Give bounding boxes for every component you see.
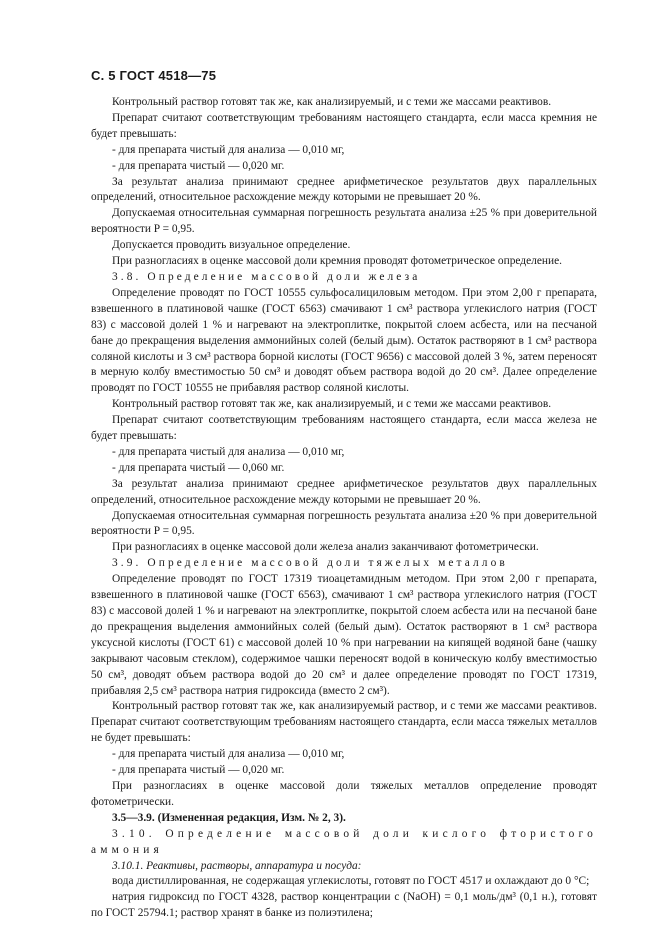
paragraph: При разногласиях в оценке массовой доли тяжелых металлов определение проводят фотометрически. (91, 779, 597, 808)
paragraph: натрия гидроксид по ГОСТ 4328, раствор концентрации c (NaOH) = 0,1 моль/дм³ (0,1 н.), готовят по ГОСТ 25794.1; раствор хранят в банке из полиэтилена; (91, 891, 597, 920)
list-item: - для препарата чистый — 0,060 мг. (112, 461, 285, 474)
paragraph: При разногласиях в оценке массовой доли кремния проводят фотометрическое определение. (112, 255, 562, 268)
list-item: - для препарата чистый — 0,020 мг. (112, 764, 285, 777)
section-heading: 3.8. Определение массовой доли железа (112, 270, 421, 283)
list-item: - для препарата чистый для анализа — 0,010 мг, (112, 445, 345, 458)
section-heading: 3.10. Определение массовой доли кислого фтористого аммония (91, 827, 597, 856)
paragraph: Препарат считают соответствующим требованиям настоящего стандарта, если масса кремния не будет превышать: (91, 111, 597, 140)
subsection-heading: 3.10.1. Реактивы, растворы, аппаратура и посуда: (112, 859, 362, 872)
list-item: - для препарата чистый для анализа — 0,010 мг, (112, 143, 345, 156)
paragraph: Определение проводят по ГОСТ 17319 тиоацетамидным методом. При этом 2,00 г препарата, взвешенного в платиновой чашке (ГОСТ 6563), смачивают 1 см³ раствора углекислого натрия (ГОСТ 83) с массовой долей 1 % и нагревают на электроплитке, покрытой слоем асбеста или на песчаной бане до прекращения выделения аммонийных солей (белый дым). Остаток растворяют в 1 см³ раствора уксусной кислоты (ГОСТ 61) с массовой долей 10 % при нагревании на кипящей водяной бане (чашку закрывают часовым стеклом), содержимое чашки переносят водой в коническую колбу вместимостью 50 см³, доводят объем раствора водой до 20 см³ и далее определение проводят по ГОСТ 17319, прибавляя 2,5 см³ раствора натрия гидроксида (вместо 2 см³). (91, 573, 597, 697)
paragraph: Контрольный раствор готовят так же, как анализируемый, и с теми же массами реактивов. (112, 96, 552, 108)
paragraph: Контрольный раствор готовят так же, как анализируемый, и с теми же массами реактивов. (112, 398, 552, 411)
paragraph: Препарат считают соответствующим требованиям настоящего стандарта, если масса железа не будет превышать: (91, 414, 597, 443)
list-item: - для препарата чистый — 0,020 мг. (112, 159, 285, 172)
paragraph: Допускаемая относительная суммарная погрешность результата анализа ±20 % при доверительной вероятности P = 0,95. (91, 509, 597, 538)
paragraph: Допускается проводить визуальное определение. (112, 239, 351, 252)
document-body (91, 95, 597, 922)
paragraph: Контрольный раствор готовят так же, как анализируемый раствор, и с теми же массами реактивов. Препарат считают соответствующим требованиям настоящего стандарта, если масса тяжелых металлов не будет превышать: (91, 700, 597, 745)
paragraph: При разногласиях в оценке массовой доли железа анализ заканчивают фотометрически. (112, 541, 539, 554)
section-heading: 3.9. Определение массовой доли тяжелых металлов (112, 557, 508, 570)
paragraph: Допускаемая относительная суммарная погрешность результата анализа ±25 % при доверительной вероятности P = 0,95. (91, 207, 597, 236)
page-header: С. 5 ГОСТ 4518—75 (91, 68, 217, 83)
amendment-note: 3.5—3.9. (Измененная редакция, Изм. № 2, 3). (112, 811, 346, 824)
paragraph: Определение проводят по ГОСТ 10555 сульфосалициловым методом. При этом 2,00 г препарата, взвешенного в платиновой чашке (ГОСТ 6563) смачивают 1 см³ раствора углекислого натрия (ГОСТ 83) с массовой долей 1 % и нагревают на электроплитке, покрытой слоем асбеста, или на песчаной бане до прекращения выделения аммонийных солей (белый дым). Остаток растворяют в 1 см³ раствора соляной кислоты и 3 см³ раствора борной кислоты (ГОСТ 9656) с массовой долей 3 %, затем переносят в мерную колбу вместимостью 50 см³ и доводят объем раствора водой до 20 см³. Далее определение проводят по ГОСТ 10555 не прибавляя раствор соляной кислоты. (91, 286, 597, 395)
paragraph: За результат анализа принимают среднее арифметическое результатов двух параллельных определений, относительное расхождение между которыми не превышает 20 %. (91, 477, 597, 506)
paragraph: За результат анализа принимают среднее арифметическое результатов двух параллельных определений, относительное расхождение между которыми не превышает 20 %. (91, 175, 597, 204)
list-item: - для препарата чистый для анализа — 0,010 мг, (112, 748, 345, 761)
paragraph: вода дистиллированная, не содержащая углекислоты, готовят по ГОСТ 4517 и охлаждают до 0 °С; (112, 875, 590, 888)
